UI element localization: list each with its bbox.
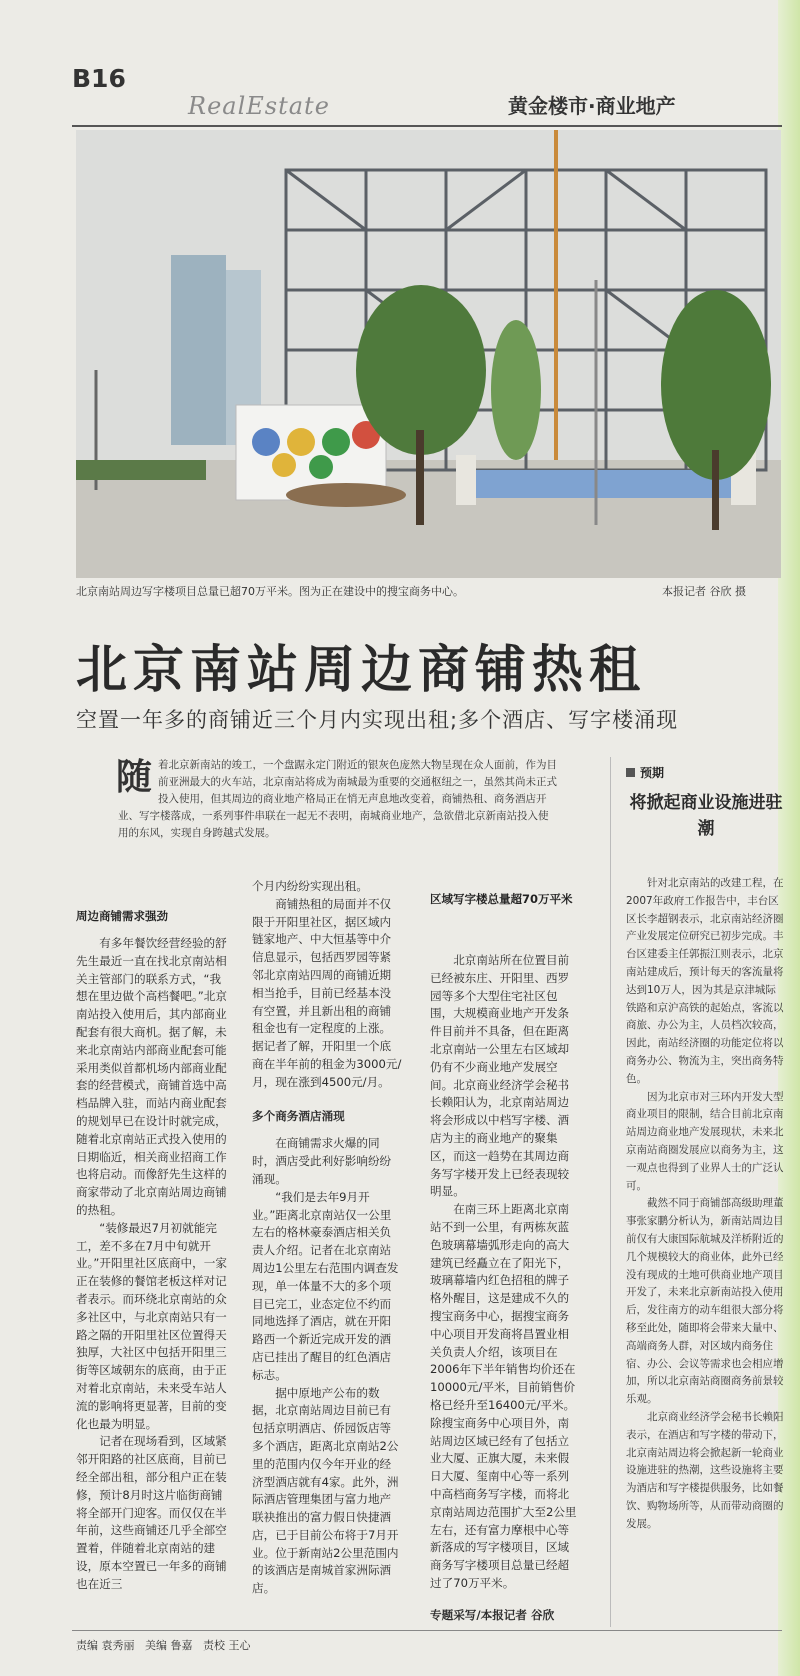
square-bullet-icon bbox=[626, 768, 635, 777]
column-paragraph: 北京南站所在位置目前已经被东庄、开阳里、西罗园等多个大型住宅社区包围，大规模商业地产开发条件目前并不具备，但在距离北京南站一公里左右区域却仍有不少商业地产发展空间。北京商业经济学会秘书长赖阳认为，北京南站周边将会形成以中档写字楼、酒店为主的商业地产的聚集区，而这一趋势在其周边商务写字楼开发上已经表现较明显。 bbox=[430, 953, 570, 1199]
section2-title: 多个商务酒店涌现 bbox=[252, 1108, 345, 1123]
sidebar-paragraph: 因为北京市对三环内开发大型商业项目的限制，结合目前北京南站周边商业地产发展现状，未来北京南站商圈发展应以商务为主，这一观点也得到了业界人士的广泛认可。 bbox=[626, 1090, 784, 1192]
header-rule bbox=[72, 125, 782, 127]
sidebar-tag bbox=[626, 764, 664, 781]
lead-text: 着北京新南站的竣工，一个盘踞永定门附近的银灰色庞然大物呈现在众人面前，作为目前亚洲最大的火车站，北京南站将成为南城最为重要的交通枢纽之一，虽然其尚未正式投入使用，但其周边的商业地产格局正在悄无声息地改变着，商铺热租、商务酒店开业、写字楼落成，一系列事件串联在一起无不表明，南城商业地产，急欲借北京新南站投入使用的东风，实现自身跨越式发展。 bbox=[118, 759, 558, 839]
column-paragraph: 有多年餐饮经营经验的舒先生最近一直在找北京南站相关主管部门的联系方式，“我想在里边做个高档餐吧。”北京南站投入使用后，其内部商业配套有很大商机。据了解，未来北京南站内部商业配套可能采用类似首都机场内部商业配套的经营模式，商铺首选中高档品牌入驻，而站内商业配套的规划早已在设计时就完成，随着北京南站正式投入使用的日期临近，相关商业招商工作也将启动。而像舒先生这样的商家带动了北京南站周边商铺的热租。 bbox=[76, 936, 227, 1217]
photo-caption: 北京南站周边写字楼项目总量已超70万平米。图为正在建设中的搜宝商务中心。 bbox=[76, 585, 464, 598]
column-1 bbox=[76, 935, 228, 1593]
column-3 bbox=[430, 952, 580, 1624]
column-paragraph: “装修最迟7月初就能完工，差不多在7月中旬就开业。”开阳里社区底商中，一家正在装修的餐馆老板这样对记者表示。而环绕北京南站的众多社区中，与北京南站只有一路之隔的开阳里社区位置得天独厚，大社区中包括开阳里三街等区域朝东的底商，由于正对着北京南站，未来受车站人流的影响将更显著，目前的变化也最为明显。 bbox=[76, 1220, 227, 1431]
photo-illustration bbox=[76, 130, 781, 578]
section3-title: 区域写字楼总量超70万平米 bbox=[430, 892, 573, 906]
column-paragraph: 在南三环上距离北京南站不到一公里，有两栋灰蓝色玻璃幕墙弧形走向的高大建筑已经矗立在了阳光下，玻璃幕墙内红色招租的牌子格外醒目，这是建成不久的搜宝商务中心，据搜宝商务中心项目开发商将昌置业相关负责人介绍，该项目在2006年下半年销售均价还在10000元/平米，目前销售价格已经升至16400元/平米。除搜宝商务中心项目外，南站周边区域已经有了包括立业大厦、正旗大厦，未来假日大厦、玺南中心等一系列中高档商务写字楼，而将北京南站周边范围扩大至2公里左右，还有富力摩根中心等新落成的写字楼项目，区域商务写字楼项目总量已经超过了70万平米。 bbox=[430, 1202, 577, 1590]
column-paragraph: 在商铺需求火爆的同时，酒店受此利好影响纷纷涌现。 bbox=[252, 1136, 392, 1186]
footer-rule bbox=[72, 1630, 782, 1631]
sidebar-title: 将掀起商业设施进驻潮 bbox=[629, 793, 783, 839]
column-paragraph: “我们是去年9月开业。”距离北京南站仅一公里左右的格林豪泰酒店相关负责人介绍。记者在北京南站周边1公里左右范围内调查发现，单一体量不大的多个项目已完工，业态定位不约而同地选择了酒店，就在开阳路西一个新近完成开发的酒店已挂出了醒目的红色酒店标志。 bbox=[252, 1189, 399, 1382]
sidebar-tag-label: 预期 bbox=[640, 766, 665, 780]
column-divider bbox=[610, 757, 611, 1627]
headline: 北京南站周边商铺热租 bbox=[76, 641, 647, 700]
footer-art-editor: 美编 鲁嘉 bbox=[145, 1639, 193, 1652]
column-2 bbox=[252, 878, 402, 1598]
construction-photo bbox=[76, 130, 781, 578]
lead-paragraph bbox=[118, 757, 558, 842]
column-paragraph: 记者在现场看到，区域紧邻开阳路的社区底商，目前已经全部出租，部分租户正在装修，预计8月时这片临街商铺将全部开门迎客。而仅仅在半年前，这些商铺还几乎全部空置着，伴随着北京南站的建设，原本空置已一年多的商铺也在近三 bbox=[76, 1434, 227, 1591]
sidebar-paragraph: 截然不同于商铺部高级助理董事张家鹏分析认为，新南站周边目前仅有大康国际航城及洋桥附近的几个规模较大的商业体，此外已经没有现成的土地可供商业地产项目开发了，未来北京新南站投入使用后，发往南方的动车组很大部分将移至此处，随即将会带来大量中、高端商务人群，对区域内商务住宿、办公、会议等需求也会相应增加，所以北京南站商圈商务前景较乐观。 bbox=[626, 1197, 784, 1406]
sidebar-paragraph: 北京商业经济学会秘书长赖阳表示，在酒店和写字楼的带动下，北京南站周边将会掀起新一轮商业设施进驻的热潮，这些设施将主要为酒店和写字楼提供服务，比如餐饮、购物场所等，从而带动商圈的发展。 bbox=[626, 1410, 784, 1530]
column-paragraph: 据中原地产公布的数据，北京南站周边目前已有包括京明酒店、侨园饭店等多个酒店，距离北京南站2公里的范围内仅今年开业的经济型酒店就有4家。此外，洲际酒店管理集团与富力地产联袂推出的富力假日快捷酒店，已于目前公布将于7月开业。位于新南站2公里范围内的该酒店是南城首家洲际酒店。 bbox=[252, 1385, 399, 1596]
footer-proofreader: 责校 王心 bbox=[203, 1639, 251, 1652]
subheadline: 空置一年多的商铺近三个月内实现出租;多个酒店、写字楼涌现 bbox=[76, 708, 679, 732]
realestate-logo: RealEstate bbox=[188, 92, 330, 120]
page-number: B16 bbox=[72, 64, 126, 93]
byline: 专题采写/本报记者 谷欣 bbox=[430, 1607, 555, 1622]
photo-credit: 本报记者 谷欣 摄 bbox=[662, 585, 746, 598]
drop-cap: 随 bbox=[116, 757, 153, 798]
footer-credits bbox=[76, 1637, 251, 1653]
column-paragraph: 个月内纷纷实现出租。 bbox=[252, 879, 368, 893]
section1-title: 周边商铺需求强劲 bbox=[76, 909, 168, 923]
section-title: 黄金楼市·商业地产 bbox=[508, 94, 676, 118]
sidebar-body bbox=[626, 875, 786, 1533]
column-paragraph: 商铺热租的局面并不仅限于开阳里社区，据区域内链家地产、中大恒基等中介信息显示，包括西罗园等紧邻北京南站四周的商铺近期相当抢手，目前已经基本没有空置，并且新出租的商铺租金也有一定程度的上涨。据记者了解，开阳里一个底商在半年前的租金为3000元/月，现在涨到4500元/月。 bbox=[252, 896, 402, 1089]
footer-editor: 责编 袁秀丽 bbox=[76, 1639, 135, 1652]
sidebar-paragraph: 针对北京南站的改建工程，在2007年政府工作报告中，丰台区区长李超钢表示，北京南站经济圈产业发展定位研究已初步完成。丰台区建委主任郭振江则表示，北京南站建成后，预计每天的客流量将达到10万人，因为其是京津城际铁路和京沪高铁的起始点，客流以商旅、办公为主，人员档次较高，因此，南站经济圈的功能定位将以商务办公、物流为主，突出商务特色。 bbox=[626, 877, 784, 1085]
